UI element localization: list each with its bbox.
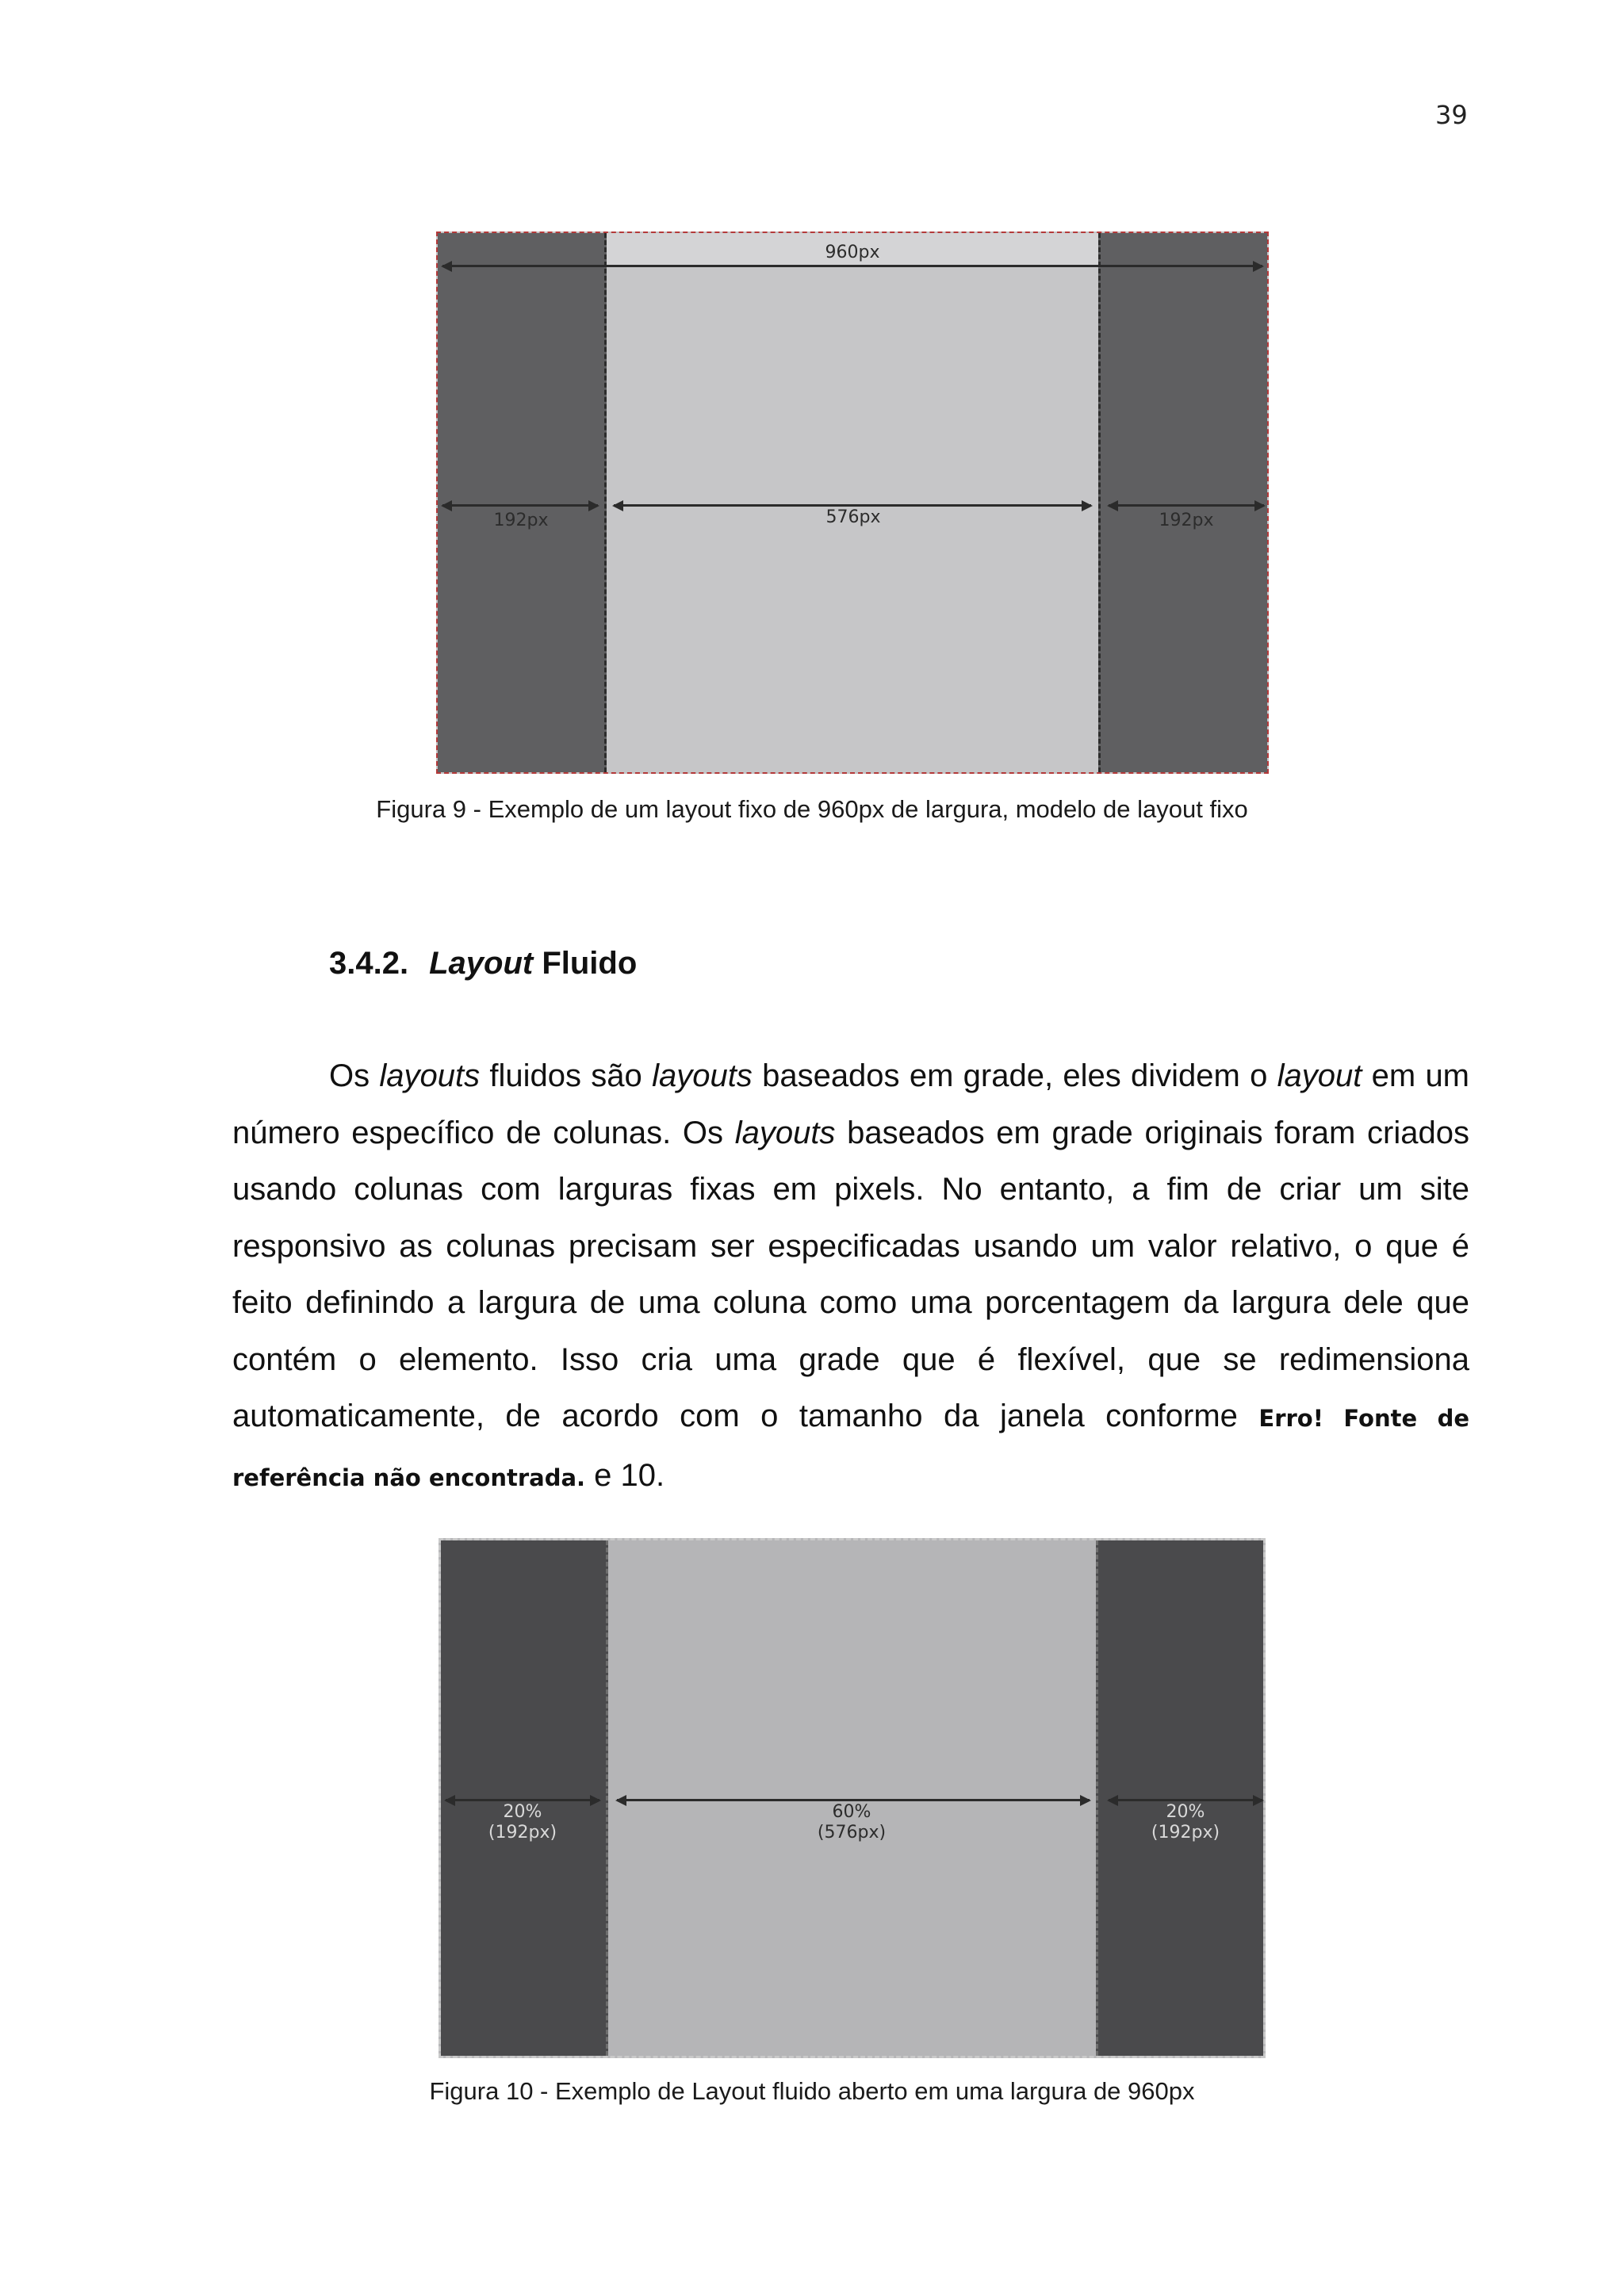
figure-10-caption: Figura 10 - Exemplo de Layout fluido aberto em uma largura de 960px xyxy=(429,2077,1195,2105)
fluid-center-column xyxy=(608,1540,1096,2056)
text-run: em um número específico de colunas. Os xyxy=(232,1058,1470,1150)
text-run-italic: layouts xyxy=(379,1058,481,1093)
text-run: baseados em grade, eles dividem o xyxy=(752,1058,1277,1093)
fixed-left-column xyxy=(438,233,607,772)
fluid-center-percent-label: 60% xyxy=(832,1802,871,1822)
text-run: Os xyxy=(329,1058,380,1093)
text-run: fluidos são xyxy=(480,1058,653,1093)
left-width-arrow xyxy=(442,504,598,507)
reference-error-text: Erro! Fonte de referência não encontrada. xyxy=(232,1405,1470,1491)
center-width-label: 576px xyxy=(825,507,881,527)
figure-9-fixed-layout-diagram xyxy=(436,232,1269,774)
fluid-right-percent-label: 20% xyxy=(1166,1802,1205,1822)
fluid-left-arrow xyxy=(446,1799,599,1801)
total-width-label: 960px xyxy=(825,243,880,262)
text-run-italic: layout xyxy=(1277,1058,1362,1093)
text-run-italic: layouts xyxy=(734,1115,836,1150)
fluid-center-pixel-label: (576px) xyxy=(817,1823,887,1843)
section-title-rest: Fluido xyxy=(533,946,638,981)
page-number: 39 xyxy=(1435,100,1468,130)
section-title-italic: Layout xyxy=(429,946,534,981)
body-paragraph xyxy=(232,1048,1469,1506)
fluid-right-column xyxy=(1096,1540,1263,2056)
total-width-arrow xyxy=(442,265,1262,267)
section-heading xyxy=(329,946,637,982)
text-run: baseados em grade originais foram criados usando colunas com larguras fixas em pixels. No entanto, a fim de criar um site responsivo as colunas precisam ser especificadas usando um valor relativo, o que é feito definindo a largura de uma coluna como uma porcentagem da largura dele que contém o elemento. Isso cria uma grade que é flexível, que se redimensiona automaticamente, de acordo com o tamanho da janela conforme xyxy=(232,1115,1469,1433)
fluid-right-pixel-label: (192px) xyxy=(1151,1823,1220,1843)
left-width-label: 192px xyxy=(493,511,549,530)
figure-9-caption: Figura 9 - Exemplo de um layout fixo de 960px de largura, modelo de layout fixo xyxy=(376,795,1248,823)
fluid-right-arrow xyxy=(1109,1799,1262,1801)
fixed-right-column xyxy=(1098,233,1267,772)
fluid-center-arrow xyxy=(617,1799,1090,1801)
text-run-italic: layouts xyxy=(652,1058,753,1093)
figure-10-fluid-layout-diagram xyxy=(439,1538,1266,2058)
text-run: e 10. xyxy=(585,1457,665,1493)
fluid-left-percent-label: 20% xyxy=(503,1802,542,1822)
section-number: 3.4.2. xyxy=(329,946,409,981)
fluid-left-pixel-label: (192px) xyxy=(488,1823,557,1843)
center-width-arrow xyxy=(614,504,1091,507)
fixed-center-column xyxy=(607,233,1098,772)
right-width-label: 192px xyxy=(1159,511,1214,530)
fluid-left-column xyxy=(441,1540,608,2056)
right-width-arrow xyxy=(1109,504,1264,507)
